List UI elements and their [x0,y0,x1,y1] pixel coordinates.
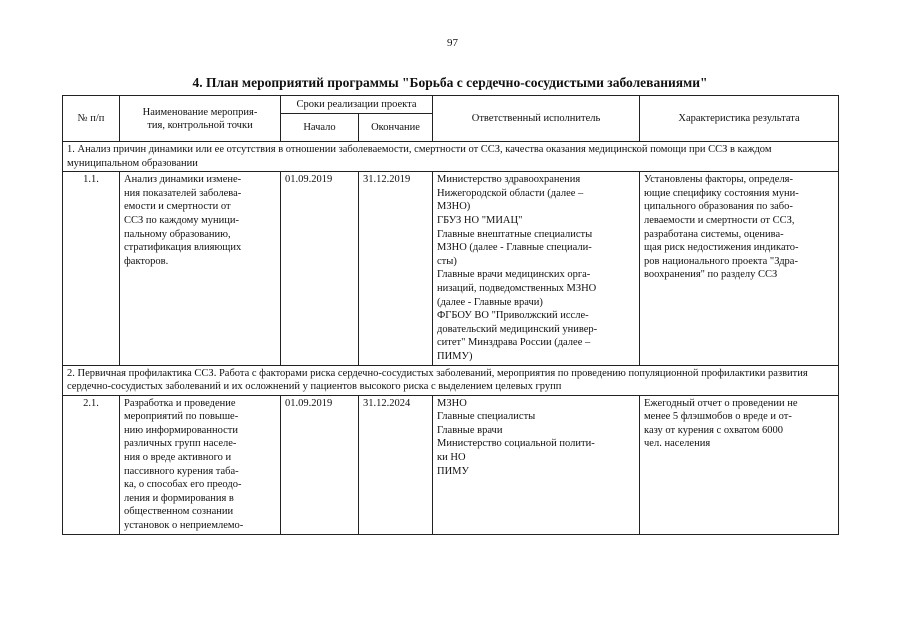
table-row [63,395,839,534]
row-result: Ежегодный отчет о проведении не менее 5 флэшмобов о вреде и от- казу от курения с охватом 6000 чел. населения [640,395,839,534]
row-end: 31.12.2024 [359,395,433,534]
row-end: 31.12.2019 [359,172,433,365]
row-executor: Министерство здравоохранения Нижегородской области (далее – МЗНО) ГБУЗ НО "МИАЦ" Главные внештатные специалисты МЗНО (далее - Главные специали- сты) Главные врачи медицинских орга- низаций, подведомственных МЗНО (далее - Главные врачи) ФГБОУ ВО "Приволжский иссле- довательский медицинский универ- ситет" Минздрава России (далее – ПИМУ) [433,172,640,365]
section-title: 1. Анализ причин динамики или ее отсутствия в отношении заболеваемости, смертности от ССЗ, качества оказания медицинской помощи при ССЗ в каждом муниципальном образовании [63,142,839,172]
plan-table [62,95,839,535]
row-num: 2.1. [63,395,120,534]
header-end: Окончание [359,114,433,142]
row-start: 01.09.2019 [281,172,359,365]
header-dates: Сроки реализации проекта [281,96,433,114]
row-result: Установлены факторы, определя- ющие специфику состояния муни- ципального образования по забо- леваемости и смертности от ССЗ, разработана системы, оценива- щая риск недостижения индикато- ров национального проекта "Здра- воохранения" по разделу ССЗ [640,172,839,365]
header-name: Наименование мероприя- тия, контрольной точки [120,96,281,142]
section-title: 2. Первичная профилактика ССЗ. Работа с факторами риска сердечно-сосудистых заболеваний, мероприятия по проведению популяционной профилактики развития сердечно-сосудистых заболеваний и их осложнений у пациентов высокого риска с выделением целевых групп [63,365,839,395]
row-num: 1.1. [63,172,120,365]
header-executor: Ответственный исполнитель [433,96,640,142]
row-executor: МЗНО Главные специалисты Главные врачи Министерство социальной полити- ки НО ПИМУ [433,395,640,534]
row-name: Анализ динамики измене- ния показателей заболева- емости и смертности от ССЗ по каждому муници- пальному образованию, стратификация влияющих факторов. [120,172,281,365]
table-row [63,172,839,365]
header-start: Начало [281,114,359,142]
row-start: 01.09.2019 [281,395,359,534]
document-title: 4. План мероприятий программы "Борьба с сердечно-сосудистыми заболеваниями" [192,75,708,90]
page-number: 97 [447,37,458,49]
row-name: Разработка и проведение мероприятий по повыше- нию информированности различных групп населе- ния о вреде активного и пассивного курения таба- ка, о способах его преодо- ления и формирования в общественном сознании установок о неприемлемо- [120,395,281,534]
header-result: Характеристика результата [640,96,839,142]
header-num: № п/п [63,96,120,142]
